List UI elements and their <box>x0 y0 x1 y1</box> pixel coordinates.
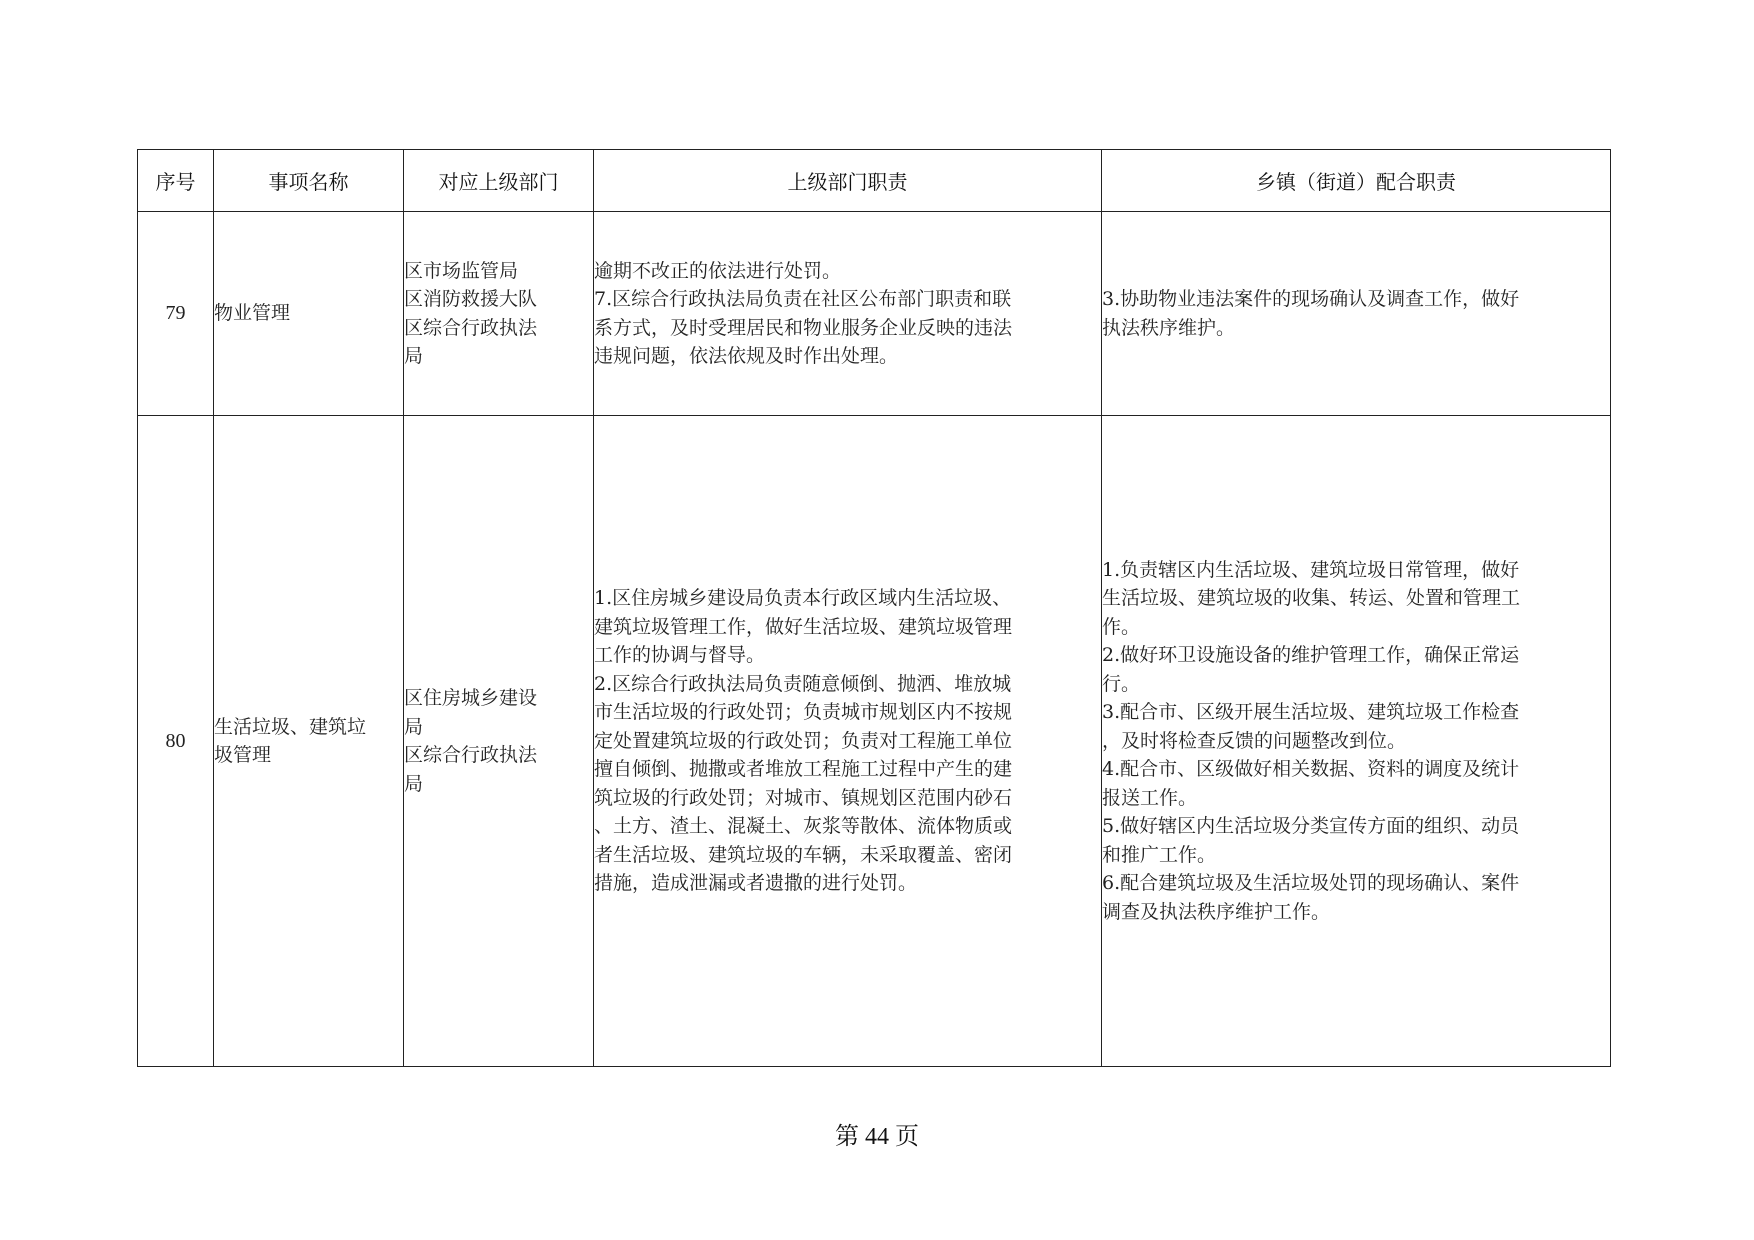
text-line: 局 <box>404 772 424 795</box>
row-upper-duty <box>594 212 1102 416</box>
row-department <box>404 212 594 416</box>
text-line: 区综合行政执法 <box>404 744 538 766</box>
text-line: 报送工作。 <box>1102 786 1198 809</box>
header-row <box>138 150 1611 212</box>
text-line: 市生活垃圾的行政处罚；负责城市规划区内不按规 <box>594 701 1013 724</box>
table-row <box>138 212 1611 416</box>
text-line: 系方式，及时受理居民和物业服务企业反映的违法 <box>594 316 1013 339</box>
header-seq: 序号 <box>138 150 214 212</box>
text-line: 调查及执法秩序维护工作。 <box>1102 900 1331 923</box>
text-line: 2.区综合行政执法局负责随意倾倒、抛洒、堆放城 <box>594 672 1012 695</box>
text-line: 作。 <box>1102 615 1141 638</box>
text-line: 局 <box>404 345 424 367</box>
row-seq: 79 <box>138 212 214 416</box>
row-upper-duty <box>594 416 1102 1067</box>
text-line: 1.负责辖区内生活垃圾、建筑垃圾日常管理，做好 <box>1102 558 1520 581</box>
row-department <box>404 416 594 1067</box>
text-line: 擅自倾倒、抛撒或者堆放工程施工过程中产生的建 <box>594 758 1013 781</box>
text-line: 局 <box>404 715 424 738</box>
row-item-name <box>214 416 404 1067</box>
text-line: 生活垃圾、建筑垃 <box>214 715 367 738</box>
header-upper-duty: 上级部门职责 <box>594 150 1102 212</box>
text-line: 1.区住房城乡建设局负责本行政区域内生活垃圾、 <box>594 587 1012 610</box>
text-line: 物业管理 <box>214 302 291 325</box>
text-line: 行。 <box>1102 672 1141 695</box>
text-line: 4.配合市、区级做好相关数据、资料的调度及统计 <box>1102 758 1520 781</box>
text-line: 措施，造成泄漏或者遗撒的进行处罚。 <box>594 872 918 895</box>
text-line: 逾期不改正的依法进行处罚。 <box>594 259 842 282</box>
text-line: 区市场监管局 <box>404 259 519 282</box>
text-line: 6.配合建筑垃圾及生活垃圾处罚的现场确认、案件 <box>1102 872 1520 895</box>
text-line: 生活垃圾、建筑垃圾的收集、转运、处置和管理工 <box>1102 587 1521 610</box>
row-town-duty <box>1102 416 1611 1067</box>
row-town-duty <box>1102 212 1611 416</box>
text-line: 执法秩序维护。 <box>1102 316 1236 339</box>
text-line: 和推广工作。 <box>1102 843 1217 866</box>
page-number: 第 44 页 <box>835 1124 919 1150</box>
text-line: 5.做好辖区内生活垃圾分类宣传方面的组织、动员 <box>1102 815 1520 838</box>
text-line: 区住房城乡建设 <box>404 687 538 709</box>
table-row <box>138 416 1611 1067</box>
text-line: 圾管理 <box>214 744 272 766</box>
text-line: 定处置建筑垃圾的行政处罚；负责对工程施工单位 <box>594 729 1013 752</box>
text-line: 7.区综合行政执法局负责在社区公布部门职责和联 <box>594 288 1012 310</box>
row-item-name <box>214 212 404 416</box>
row-seq: 80 <box>138 416 214 1067</box>
text-line: 2.做好环卫设施设备的维护管理工作，确保正常运 <box>1102 644 1520 667</box>
duty-table <box>137 149 1611 1067</box>
text-line: 区消防救援大队 <box>404 288 538 310</box>
header-item-name: 事项名称 <box>214 150 404 212</box>
text-line: 区综合行政执法 <box>404 316 538 339</box>
text-line: ，及时将检查反馈的问题整改到位。 <box>1102 729 1407 752</box>
header-department: 对应上级部门 <box>404 150 594 212</box>
text-line: 者生活垃圾、建筑垃圾的车辆，未采取覆盖、密闭 <box>594 843 1013 866</box>
text-line: 3.配合市、区级开展生活垃圾、建筑垃圾工作检查 <box>1102 701 1520 724</box>
text-line: 建筑垃圾管理工作，做好生活垃圾、建筑垃圾管理 <box>594 615 1013 638</box>
text-line: 工作的协调与督导。 <box>594 644 766 667</box>
text-line: 、土方、渣土、混凝土、灰浆等散体、流体物质或 <box>594 815 1013 838</box>
text-line: 筑垃圾的行政处罚；对城市、镇规划区范围内砂石 <box>594 786 1013 809</box>
header-town-duty: 乡镇（街道）配合职责 <box>1102 150 1611 212</box>
text-line: 违规问题，依法依规及时作出处理。 <box>594 345 899 367</box>
text-line: 3.协助物业违法案件的现场确认及调查工作，做好 <box>1102 288 1520 310</box>
